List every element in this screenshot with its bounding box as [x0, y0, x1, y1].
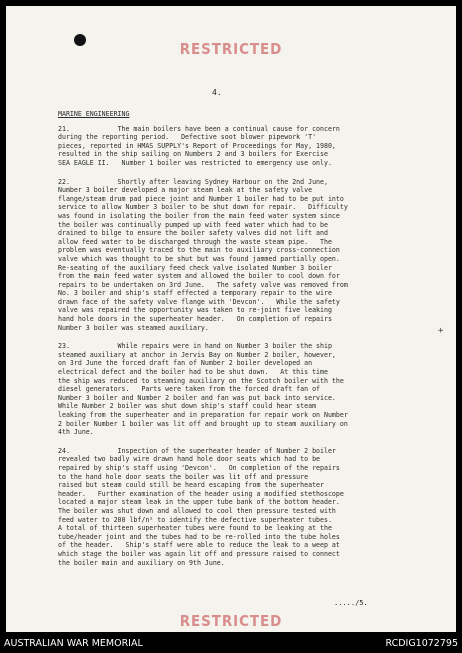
footer-source: AUSTRALIAN WAR MEMORIAL — [4, 638, 143, 649]
text-line: which stage the boiler was again lit off and pressure raised to connect — [58, 549, 340, 558]
text-line: A total of thirteen superheater tubes were found to be leaking at the — [58, 524, 332, 533]
continuation-marker: ...../5. — [334, 599, 368, 607]
text-line: on 3rd June the forced draft fan of Number 2 boiler developed an — [58, 359, 313, 368]
text-line: Number 3 boiler and Number 2 boiler and fan was put back into service. — [58, 393, 336, 402]
text-line: from the main feed water system and allowed the boiler to cool down for — [58, 272, 340, 281]
text-line: located a major steam leak in the upper tube bank of the bottom header. — [58, 498, 340, 507]
document-page — [6, 6, 456, 632]
section-heading: MARINE ENGINEERING — [58, 110, 130, 118]
text-line: 24. Inspection of the superheater header of Number 2 boiler — [58, 446, 336, 455]
text-line: the boiler was continually pumped up with feed water which had to be — [58, 220, 328, 229]
text-line: allow feed water to be discharged through the waste steam pipe. The — [58, 237, 332, 246]
text-line: repairs to be undertaken on 3rd June. The safety valve was removed from — [58, 280, 348, 289]
text-line: the ship was reduced to steaming auxiliary on the Scotch boiler with the — [58, 376, 344, 385]
text-line: Number 3 boiler developed a major steam leak at the safety valve — [58, 186, 313, 195]
restricted-stamp-bottom: RESTRICTED — [179, 612, 283, 630]
text-line: 2 boiler Number 1 boiler was lit off and brought up to steam auxiliary on — [58, 419, 348, 428]
text-line: electrical defect and the boiler had to be shut down. At this time — [58, 368, 328, 377]
text-line: repaired by ship's staff using 'Devcon'. On completion of the repairs — [58, 463, 340, 472]
text-line: drawn face of the safety valve flange with 'Devcon'. While the safety — [58, 297, 340, 306]
text-line: tube/header joint and the tubes had to be re-rolled into the tube holes — [58, 532, 340, 541]
text-line: drained to bilge to ensure the boiler safety valves did not lift and — [58, 229, 328, 238]
footer-id: RCDIG1072795 — [385, 638, 458, 649]
body-text — [58, 110, 398, 577]
text-line: pieces, reported in HMAS SUPPLY's Report of Proceedings for May, 1980, — [58, 141, 336, 150]
text-line: of the header. Ship's staff were able to reduce the leak to a weep at — [58, 541, 340, 550]
text-line: resulted in the ship sailing on Numbers 2 and 3 boilers for Exercise — [58, 150, 328, 159]
text-line: service to allow Number 3 boiler to be shut down for repair. Difficulty — [58, 203, 348, 212]
text-line: revealed two badly wire drawn hand hole door seats which had to be — [58, 455, 321, 464]
text-line: 22. Shortly after leaving Sydney Harbour on the 2nd June, — [58, 177, 328, 186]
text-line: raised but steam could still be heard escaping from the superheater — [58, 481, 324, 490]
text-line: to the hand hole door seats the boiler was lit off and pressure — [58, 472, 309, 481]
margin-mark: + — [438, 326, 444, 336]
text-line: While Number 2 boiler was shut down ship's staff could hear steam — [58, 402, 317, 411]
page-number: 4. — [212, 88, 222, 97]
text-line: valve which was thought to be shut but was found jammed partially open. — [58, 254, 340, 263]
text-line: 4th June. — [58, 428, 94, 437]
paragraph — [58, 178, 398, 333]
text-line: header. Further examination of the header using a modified stethoscope — [58, 489, 344, 498]
text-line: Re-seating of the auxiliary feed check valve isolated Number 3 boiler — [58, 263, 332, 272]
text-line: 23. While repairs were in hand on Number 3 boiler the ship — [58, 342, 332, 351]
paragraph — [58, 342, 398, 437]
text-line: Number 3 boiler was steamed auxiliary. — [58, 323, 209, 332]
text-line: flange/steam drum pad piece joint and Number 1 boiler had to be put into — [58, 194, 344, 203]
text-line: 21. The main boilers have been a continual cause for concern — [58, 124, 340, 133]
text-line: hand hole doors in the superheater header. On completion of repairs — [58, 315, 332, 324]
text-line: was found in isolating the boiler from the main feed water system since — [58, 211, 340, 220]
text-line: during the reporting period. Defective soot blower pipework 'T' — [58, 133, 317, 142]
text-line: steamed auxiliary at anchor in Jervis Bay on Number 2 boiler, however, — [58, 350, 336, 359]
text-line: problem was eventually traced to the main to auxiliary cross-connection — [58, 246, 340, 255]
paragraph-list — [58, 125, 398, 568]
text-line: feed water to 200 lbf/n² to identify the defective superheater tubes. — [58, 515, 332, 524]
text-line: the boiler main and auxiliary on 9th June. — [58, 558, 225, 567]
text-line: leaking from the superheater and in preparation for repair work on Number — [58, 411, 348, 419]
text-line: SEA EAGLE II. Number 1 boiler was restricted to emergency use only. — [58, 158, 332, 167]
text-line: diesel generators. Parts were taken from the forced draft fan of — [58, 385, 321, 394]
text-line: The boiler was shut down and allowed to cool then pressure tested with — [58, 506, 336, 515]
restricted-stamp-top: RESTRICTED — [179, 40, 283, 58]
text-line: valve was repaired the opportunity was taken to re-joint five leaking — [58, 306, 332, 315]
archive-footer — [0, 636, 462, 653]
paragraph — [58, 125, 398, 168]
paragraph — [58, 447, 398, 567]
text-line: No. 3 boiler and ship's staff effected a temporary repair to the wire — [58, 289, 332, 298]
